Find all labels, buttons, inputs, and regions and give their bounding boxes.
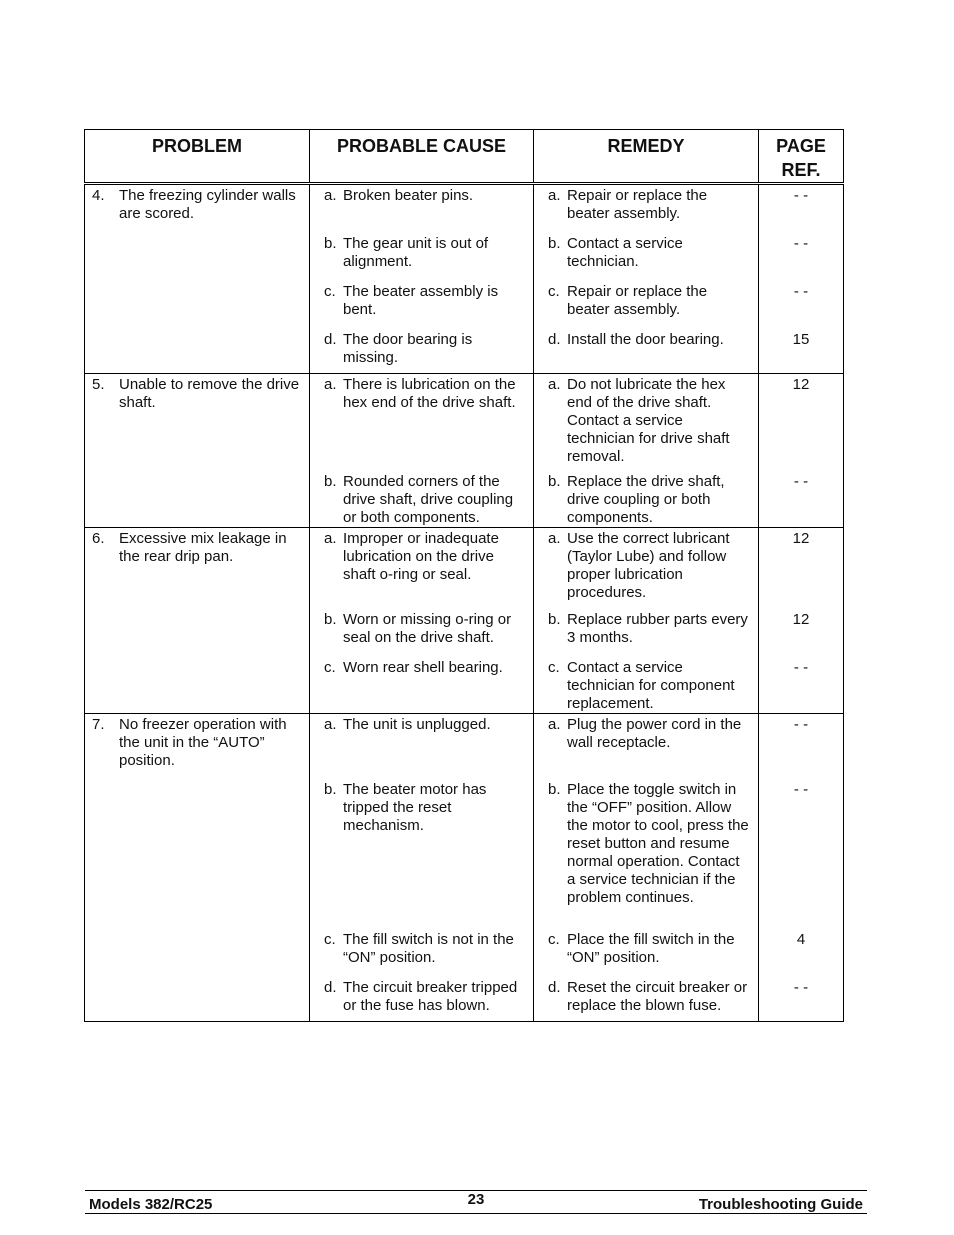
- cause-text: Rounded corners of the drive shaft, drive coupling or both components.: [343, 473, 514, 526]
- problem-text: The freezing cylinder walls are scored.: [119, 187, 296, 222]
- cause-item: [310, 233, 533, 281]
- remedy-text: Use the correct lubricant (Taylor Lube) and follow proper lubrication procedures.: [567, 530, 730, 601]
- remedy-item: [534, 609, 758, 657]
- cause-letter: b.: [324, 611, 337, 628]
- cause-letter: a.: [324, 376, 337, 393]
- footer-models: Models 382/RC25: [89, 1196, 213, 1213]
- header-page-ref-line1: PAGE: [776, 136, 826, 156]
- remedy-letter: b.: [548, 235, 561, 252]
- page-ref-cell: [759, 184, 844, 374]
- cause-text: There is lubrication on the hex end of the drive shaft.: [343, 376, 516, 411]
- cause-text: The gear unit is out of alignment.: [343, 235, 489, 270]
- cause-text: The circuit breaker tripped or the fuse has blown.: [343, 979, 518, 1014]
- remedy-letter: c.: [548, 283, 560, 300]
- cause-letter: a.: [324, 530, 337, 547]
- remedy-text: Contact a service technician for component replacement.: [567, 659, 735, 712]
- table-row: [85, 374, 844, 528]
- problem-text: Excessive mix leakage in the rear drip pan.: [119, 530, 287, 565]
- page-ref-value: - -: [793, 979, 809, 996]
- cause-item: [310, 329, 533, 373]
- page-ref-value: 15: [792, 331, 810, 348]
- cause-cell: [310, 374, 534, 528]
- cause-item: [310, 281, 533, 329]
- remedy-text: Place the fill switch in the “ON” position.: [567, 931, 735, 966]
- table-row: [85, 528, 844, 714]
- table-header-row: [85, 130, 844, 184]
- cause-text: The unit is unplugged.: [343, 716, 491, 733]
- remedy-text: Replace rubber parts every 3 months.: [567, 611, 748, 646]
- cause-item: [310, 657, 533, 713]
- remedy-item: [534, 779, 758, 929]
- page-ref-value: - -: [793, 235, 809, 252]
- footer-page-number: 23: [467, 1191, 485, 1208]
- problem-number: 6.: [92, 530, 105, 547]
- page-ref-value: - -: [793, 187, 809, 204]
- remedy-cell: [534, 374, 759, 528]
- problem-number: 4.: [92, 187, 105, 204]
- remedy-item: [534, 471, 758, 527]
- remedy-item: [534, 233, 758, 281]
- page-ref-value: - -: [793, 283, 809, 300]
- cause-letter: d.: [324, 979, 337, 996]
- header-remedy: REMEDY: [534, 130, 759, 184]
- cause-cell: [310, 714, 534, 1022]
- page-ref-value: - -: [793, 659, 809, 676]
- table-row: [85, 184, 844, 374]
- cause-item: [310, 374, 533, 471]
- cause-text: Worn or missing o-ring or seal on the drive shaft.: [343, 611, 512, 646]
- page-ref-value: - -: [793, 473, 809, 490]
- remedy-item: [534, 185, 758, 233]
- page-ref-value: - -: [793, 781, 809, 798]
- remedy-letter: b.: [548, 781, 561, 798]
- troubleshooting-table: [84, 129, 844, 1022]
- remedy-item: [534, 977, 758, 1021]
- cause-letter: b.: [324, 473, 337, 490]
- page-footer: [85, 1190, 867, 1214]
- header-problem: PROBLEM: [85, 130, 310, 184]
- remedy-item: [534, 281, 758, 329]
- header-page-ref: [759, 130, 844, 184]
- remedy-item: [534, 329, 758, 373]
- remedy-letter: d.: [548, 331, 561, 348]
- problem-cell: [85, 714, 310, 1022]
- problem-cell: [85, 374, 310, 528]
- problem-cell: [85, 184, 310, 374]
- problem-number: 5.: [92, 376, 105, 393]
- problem-number: 7.: [92, 716, 105, 733]
- remedy-text: Do not lubricate the hex end of the drive shaft. Contact a service technician for drive shaft removal.: [567, 376, 730, 465]
- header-page-ref-line2: REF.: [781, 160, 821, 180]
- cause-letter: a.: [324, 716, 337, 733]
- page-ref-cell: [759, 714, 844, 1022]
- cause-letter: c.: [324, 931, 336, 948]
- cause-item: [310, 528, 533, 609]
- cause-item: [310, 609, 533, 657]
- cause-text: Improper or inadequate lubrication on the drive shaft o-ring or seal.: [343, 530, 499, 583]
- remedy-text: Repair or replace the beater assembly.: [567, 187, 708, 222]
- problem-text: No freezer operation with the unit in the “AUTO” position.: [119, 716, 287, 769]
- problem-cell: [85, 528, 310, 714]
- remedy-text: Reset the circuit breaker or replace the blown fuse.: [567, 979, 748, 1014]
- cause-item: [310, 779, 533, 929]
- remedy-item: [534, 929, 758, 977]
- header-probable-cause: PROBABLE CAUSE: [310, 130, 534, 184]
- cause-letter: b.: [324, 235, 337, 252]
- cause-letter: a.: [324, 187, 337, 204]
- remedy-letter: a.: [548, 376, 561, 393]
- remedy-cell: [534, 528, 759, 714]
- cause-item: [310, 929, 533, 977]
- table-body: [85, 184, 844, 1022]
- remedy-item: [534, 374, 758, 471]
- cause-letter: d.: [324, 331, 337, 348]
- remedy-letter: d.: [548, 979, 561, 996]
- cause-letter: c.: [324, 659, 336, 676]
- remedy-cell: [534, 184, 759, 374]
- page-ref-cell: [759, 374, 844, 528]
- remedy-letter: c.: [548, 659, 560, 676]
- remedy-letter: a.: [548, 530, 561, 547]
- remedy-letter: a.: [548, 187, 561, 204]
- remedy-text: Replace the drive shaft, drive coupling or both components.: [567, 473, 725, 526]
- remedy-item: [534, 528, 758, 609]
- page-ref-value: 4: [796, 931, 806, 948]
- table-row: [85, 714, 844, 1022]
- remedy-text: Contact a service technician.: [567, 235, 683, 270]
- problem-text: Unable to remove the drive shaft.: [119, 376, 300, 411]
- cause-cell: [310, 184, 534, 374]
- remedy-letter: b.: [548, 473, 561, 490]
- page-ref-value: 12: [792, 611, 810, 628]
- page-ref-value: 12: [792, 530, 810, 547]
- remedy-text: Plug the power cord in the wall receptacle.: [567, 716, 742, 751]
- cause-cell: [310, 528, 534, 714]
- remedy-text: Repair or replace the beater assembly.: [567, 283, 708, 318]
- cause-item: [310, 185, 533, 233]
- remedy-item: [534, 714, 758, 779]
- page-ref-value: 12: [792, 376, 810, 393]
- cause-text: The beater assembly is bent.: [343, 283, 499, 318]
- remedy-item: [534, 657, 758, 713]
- cause-text: The beater motor has tripped the reset mechanism.: [343, 781, 487, 834]
- cause-letter: c.: [324, 283, 336, 300]
- page-ref-value: - -: [793, 716, 809, 733]
- page-ref-cell: [759, 528, 844, 714]
- cause-item: [310, 471, 533, 527]
- remedy-letter: c.: [548, 931, 560, 948]
- remedy-letter: a.: [548, 716, 561, 733]
- remedy-letter: b.: [548, 611, 561, 628]
- remedy-text: Place the toggle switch in the “OFF” position. Allow the motor to cool, press the reset button and resume normal operation. Contact a service technician if the problem continues.: [567, 781, 749, 906]
- remedy-cell: [534, 714, 759, 1022]
- cause-item: [310, 714, 533, 779]
- cause-text: The fill switch is not in the “ON” position.: [343, 931, 514, 966]
- cause-letter: b.: [324, 781, 337, 798]
- cause-text: Worn rear shell bearing.: [343, 659, 503, 676]
- footer-guide-title: Troubleshooting Guide: [698, 1196, 863, 1213]
- cause-text: Broken beater pins.: [343, 187, 474, 204]
- cause-item: [310, 977, 533, 1021]
- cause-text: The door bearing is missing.: [343, 331, 473, 366]
- remedy-text: Install the door bearing.: [567, 331, 724, 348]
